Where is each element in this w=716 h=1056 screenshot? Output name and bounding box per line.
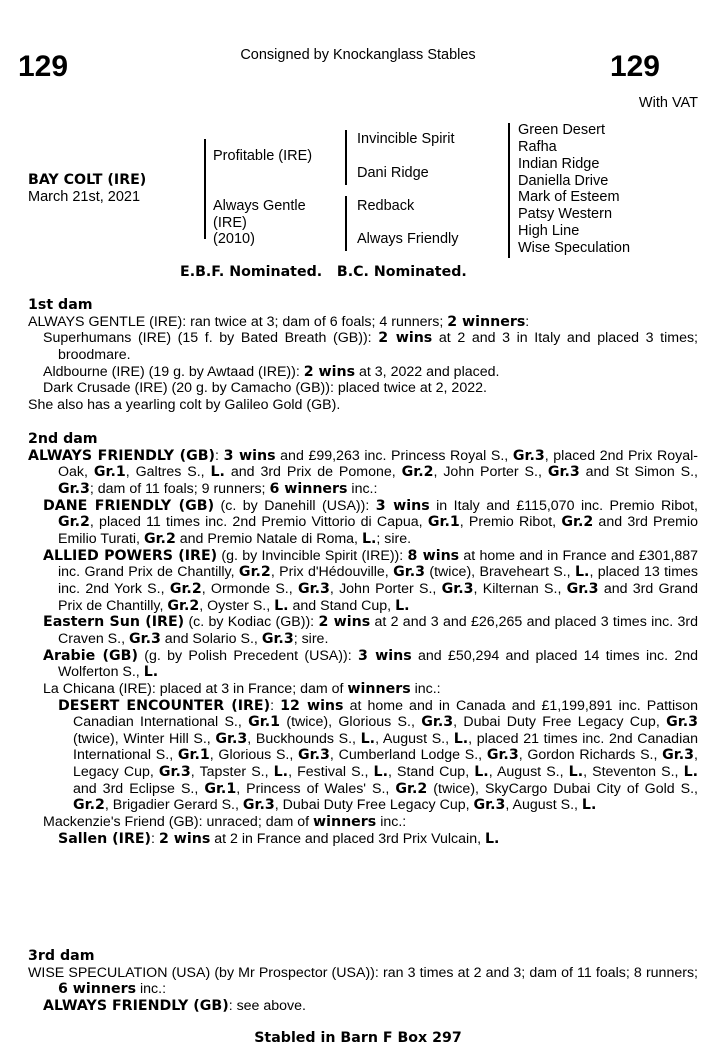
second-dam-heading: 2nd dam	[28, 431, 98, 447]
lot-number-left: 129	[18, 50, 69, 83]
pedigree-bracket-3	[508, 123, 510, 258]
dam-name-line3: (2010)	[213, 231, 255, 247]
sallen-entry: Sallen (IRE): 2 wins at 2 in France and placed 3rd Prix Vulcain, L.	[58, 830, 500, 847]
grandsire-paternal: Invincible Spirit	[357, 131, 455, 147]
first-dam-summary: ALWAYS GENTLE (IRE): ran twice at 3; dam of 6 foals; 4 runners; 2 winners:	[28, 313, 530, 330]
dam-name-line1: Always Gentle	[213, 198, 306, 214]
arabie-entry: Arabie (GB) (g. by Polish Precedent (USA)): 3 wins and £50,294 and placed 14 times inc. 2nd Wolferton S., L.	[43, 647, 699, 681]
nominations: E.B.F. Nominated. B.C. Nominated.	[180, 264, 467, 280]
g3-6: Patsy Western	[518, 206, 613, 222]
pedigree-bracket-2b	[345, 196, 347, 251]
la-chicana-entry: La Chicana (IRE): placed at 3 in France; dam of winners inc.:	[43, 680, 441, 697]
dane-friendly-entry: DANE FRIENDLY (GB) (c. by Danehill (USA)): 3 wins in Italy and £115,070 inc. Premio Ribot, Gr.2, placed 11 times inc. 2nd Premio Vittorio di Capua, Gr.1, Premio Ribot, Gr.2 and 3rd Premio Emilio Turati, Gr.2 and Premio Natale di Roma, L.; sire.	[43, 497, 699, 547]
grandsire-maternal: Redback	[357, 198, 415, 214]
yearling-note: She also has a yearling colt by Galileo Gold (GB).	[28, 396, 341, 413]
horse-dob: March 21st, 2021	[28, 189, 141, 205]
g3-8: Wise Speculation	[518, 240, 631, 256]
g3-5: Mark of Esteem	[518, 189, 620, 205]
g3-1: Green Desert	[518, 122, 606, 138]
second-dam-section	[28, 431, 698, 847]
consignor: Consigned by Knockanglass Stables	[240, 47, 476, 63]
allied-powers-entry: ALLIED POWERS (IRE) (g. by Invincible Spirit (IRE)): 8 wins at home and in France and £301,887 inc. Grand Prix de Chantilly, Gr.2, Prix d'Hédouville, Gr.3 (twice), Braveheart S., L., placed 13 times inc. 2nd York S., Gr.2, Ormonde S., Gr.3, John Porter S., Gr.3, Kilternan S., Gr.3 and 3rd Grand Prix de Chantilly, Gr.2, Oyster S., L. and Stand Cup, L.	[43, 547, 698, 614]
g3-7: High Line	[518, 223, 580, 239]
wise-speculation-entry: WISE SPECULATION (USA) (by Mr Prospector (USA)): ran 3 times at 2 and 3; dam of 11 foals; 8 runners; 6 winners inc.:	[28, 964, 698, 998]
always-friendly-ref: ALWAYS FRIENDLY (GB): see above.	[43, 997, 306, 1014]
pedigree-bracket-2a	[345, 130, 347, 185]
first-dam-heading: 1st dam	[28, 297, 93, 313]
dam-name-line2: (IRE)	[213, 215, 247, 231]
first-dam-section	[28, 297, 698, 414]
g3-3: Indian Ridge	[518, 156, 600, 172]
granddam-paternal: Dani Ridge	[357, 165, 429, 181]
third-dam-heading: 3rd dam	[28, 948, 95, 964]
eastern-sun-entry: Eastern Sun (IRE) (c. by Kodiac (GB)): 2 wins at 2 and 3 and £26,265 and placed 3 times inc. 3rd Craven S., Gr.3 and Solario S., Gr.3; sire.	[43, 614, 699, 647]
sire: Profitable (IRE)	[213, 148, 313, 164]
g3-2: Rafha	[518, 139, 557, 155]
progeny-superhumans: Superhumans (IRE) (15 f. by Bated Breath (GB)): 2 wins at 2 and 3 in Italy and placed 3 times; broodmare.	[43, 330, 698, 363]
always-friendly-entry: ALWAYS FRIENDLY (GB): 3 wins and £99,263 inc. Princess Royal S., Gr.3, placed 2nd Prix Royal-Oak, Gr.1, Galtres S., L. and 3rd Prix de Pomone, Gr.2, John Porter S., Gr.3 and St Simon S., Gr.3; dam of 11 foals; 9 runners; 6 winners inc.:	[28, 447, 698, 497]
horse-title: BAY COLT (IRE)	[28, 172, 147, 188]
progeny-dark-crusade: Dark Crusade (IRE) (20 g. by Camacho (GB)): placed twice at 2, 2022.	[43, 380, 487, 397]
desert-encounter-entry: DESERT ENCOUNTER (IRE): 12 wins at home and in Canada and £1,199,891 inc. Pattison Canadian International S., Gr.1 (twice), Glorious S., Gr.3, Dubai Duty Free Legacy Cup, Gr.3 (twice), Winter Hill S., Gr.3, Buckhounds S., L., August S., L., placed 21 times inc. 2nd Canadian International S., Gr.1, Glorious S., Gr.3, Cumberland Lodge S., Gr.3, Gordon Richards S., Gr.3, Legacy Cup, Gr.3, Tapster S., L., Festival S., L., Stand Cup, L., August S., L., Steventon S., L. and 3rd Eclipse S., Gr.1, Princess of Wales' S., Gr.2 (twice), SkyCargo Dubai City of Gold S., Gr.2, Brigadier Gerard S., Gr.3, Dubai Duty Free Legacy Cup, Gr.3, August S., L.	[58, 697, 699, 814]
lot-number-right: 129	[609, 50, 660, 83]
progeny-aldbourne: Aldbourne (IRE) (19 g. by Awtaad (IRE)): 2 wins at 3, 2022 and placed.	[43, 363, 500, 380]
mackenzies-friend-entry: Mackenzie's Friend (GB): unraced; dam of winners inc.:	[43, 814, 407, 831]
granddam-maternal: Always Friendly	[357, 231, 459, 247]
stabling-info: Stabled in Barn F Box 297	[254, 1030, 462, 1046]
vat-note: With VAT	[638, 95, 698, 111]
g3-4: Daniella Drive	[518, 173, 609, 189]
pedigree-bracket-1	[204, 139, 206, 239]
third-dam-section	[28, 948, 698, 1015]
